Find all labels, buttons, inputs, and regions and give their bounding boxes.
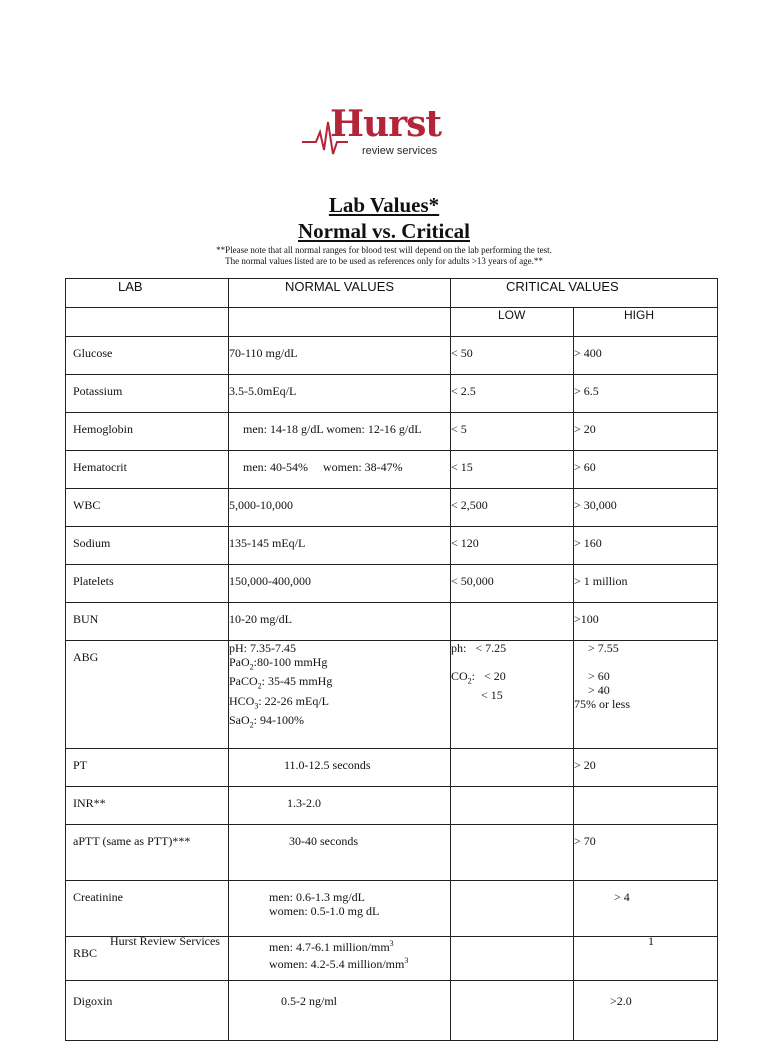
abg-high-ph: > 7.55 <box>588 641 619 655</box>
normal-value: 150,000-400,000 <box>229 565 451 603</box>
normal-value: 3.5-5.0mEq/L <box>229 375 451 413</box>
critical-low: < 50,000 <box>451 565 574 603</box>
header-high: HIGH <box>574 308 718 337</box>
lab-name: RBC <box>66 937 229 981</box>
table-row-bun <box>66 603 718 641</box>
page-number: 1 <box>648 934 654 948</box>
table-row-hemoglobin <box>66 413 718 451</box>
lab-name: INR** <box>66 787 229 825</box>
normal-value <box>229 937 451 981</box>
logo-wordmark: Hurst <box>330 103 442 145</box>
critical-high: > 20 <box>574 749 718 787</box>
lab-name: Digoxin <box>66 981 229 1041</box>
creatinine-men: men: 0.6-1.3 mg/dL <box>269 890 365 904</box>
lab-name: Creatinine <box>66 881 229 937</box>
critical-low: < 50 <box>451 337 574 375</box>
lab-name: WBC <box>66 489 229 527</box>
abg-high-sao2: 75% or less <box>574 697 630 711</box>
critical-low: < 15 <box>451 451 574 489</box>
table-row-wbc <box>66 489 718 527</box>
abg-paco2: PaCO$_2$: 35-45 mmHg <box>229 674 333 691</box>
critical-low <box>451 749 574 787</box>
normal-value: 70-110 mg/dL <box>229 337 451 375</box>
disclaimer-line-1: **Please note that all normal ranges for blood test will depend on the lab performing the test. <box>216 245 552 255</box>
critical-low <box>451 825 574 881</box>
table-row-abg <box>66 641 718 749</box>
critical-high: > 160 <box>574 527 718 565</box>
footer-company: Hurst Review Services <box>110 934 220 948</box>
table-row-aptt <box>66 825 718 881</box>
abg-low-co2: $CO_2$: < 20 <box>451 669 506 686</box>
critical-high <box>574 641 718 749</box>
critical-high <box>574 787 718 825</box>
rbc-men: men: 4.7-6.1 million/$mm^3$ <box>269 939 394 954</box>
critical-low <box>451 641 574 749</box>
normal-value: 135-145 mEq/L <box>229 527 451 565</box>
table-row-pt <box>66 749 718 787</box>
page-subtitle: Normal vs. Critical <box>297 219 471 243</box>
lab-name: Sodium <box>66 527 229 565</box>
creatinine-women: women: 0.5-1.0 mg dL <box>269 904 380 918</box>
abg-pao2: PaO$_2$:80-100 mmHg <box>229 655 328 672</box>
critical-low: < 2,500 <box>451 489 574 527</box>
page-title: Lab Values* <box>328 193 440 217</box>
normal-value: 10-20 mg/dL <box>229 603 451 641</box>
lab-name: Platelets <box>66 565 229 603</box>
critical-low: < 2.5 <box>451 375 574 413</box>
critical-high: > 20 <box>574 413 718 451</box>
lab-name: Potassium <box>66 375 229 413</box>
abg-high-co2: > 60 <box>588 669 610 683</box>
table-row-sodium <box>66 527 718 565</box>
table-header-row <box>66 279 718 308</box>
abg-low-hco3: < 15 <box>481 688 503 703</box>
rbc-women: women: 4.2-5.4 million/$mm^3$ <box>269 956 409 971</box>
hurst-logo <box>300 92 468 178</box>
lab-name: aPTT (same as PTT)*** <box>66 825 229 881</box>
critical-low <box>451 603 574 641</box>
lab-name: PT <box>66 749 229 787</box>
table-row-digoxin <box>66 981 718 1041</box>
critical-high: > 30,000 <box>574 489 718 527</box>
critical-high: > 400 <box>574 337 718 375</box>
critical-high: > 4 <box>574 881 718 937</box>
critical-high: > 60 <box>574 451 718 489</box>
table-row-hematocrit <box>66 451 718 489</box>
critical-high: >2.0 <box>574 981 718 1041</box>
lab-name: Hemoglobin <box>66 413 229 451</box>
normal-value <box>229 641 451 749</box>
critical-high <box>574 937 718 981</box>
normal-value: 11.0-12.5 seconds <box>229 749 451 787</box>
header-normal-values: NORMAL VALUES <box>229 279 451 308</box>
lab-name: Glucose <box>66 337 229 375</box>
table-row-platelets <box>66 565 718 603</box>
normal-value: 5,000-10,000 <box>229 489 451 527</box>
abg-hco3: $HCO_3$: 22-26 mEq/L <box>229 693 330 711</box>
disclaimer-line-2: The normal values listed are to be used as references only for adults >13 years of age.** <box>225 256 543 266</box>
logo-subtitle: review services <box>362 145 438 157</box>
critical-low <box>451 881 574 937</box>
table-subheader-row <box>66 308 718 337</box>
critical-high: >100 <box>574 603 718 641</box>
abg-high-hco3: > 40 <box>588 683 610 697</box>
lab-name: Hematocrit <box>66 451 229 489</box>
abg-low-ph: ph: < 7.25 <box>451 641 507 655</box>
critical-low: < 120 <box>451 527 574 565</box>
table-row-inr <box>66 787 718 825</box>
critical-low: < 5 <box>451 413 574 451</box>
critical-low <box>451 787 574 825</box>
table-row-creatinine <box>66 881 718 937</box>
normal-value <box>229 881 451 937</box>
normal-value: 1.3-2.0 <box>229 787 451 825</box>
lab-name: BUN <box>66 603 229 641</box>
header-low: LOW <box>451 308 574 337</box>
critical-high: > 1 million <box>574 565 718 603</box>
abg-sao2: SaO$_2$: 94-100% <box>229 713 304 730</box>
critical-low <box>451 981 574 1041</box>
critical-high: > 6.5 <box>574 375 718 413</box>
critical-high: > 70 <box>574 825 718 881</box>
normal-value: men: 40-54% women: 38-47% <box>229 451 451 489</box>
critical-low <box>451 937 574 981</box>
header-critical-values: CRITICAL VALUES <box>451 279 718 308</box>
normal-value: men: 14-18 g/dL women: 12-16 g/dL <box>229 413 451 451</box>
lab-values-table <box>65 278 718 1041</box>
table-row-potassium <box>66 375 718 413</box>
abg-ph: pH: 7.35-7.45 <box>229 641 296 655</box>
lab-name: ABG <box>66 641 229 749</box>
normal-value: 30-40 seconds <box>229 825 451 881</box>
header-lab: LAB <box>66 279 229 308</box>
table-row-glucose <box>66 337 718 375</box>
normal-value: 0.5-2 ng/ml <box>229 981 451 1041</box>
